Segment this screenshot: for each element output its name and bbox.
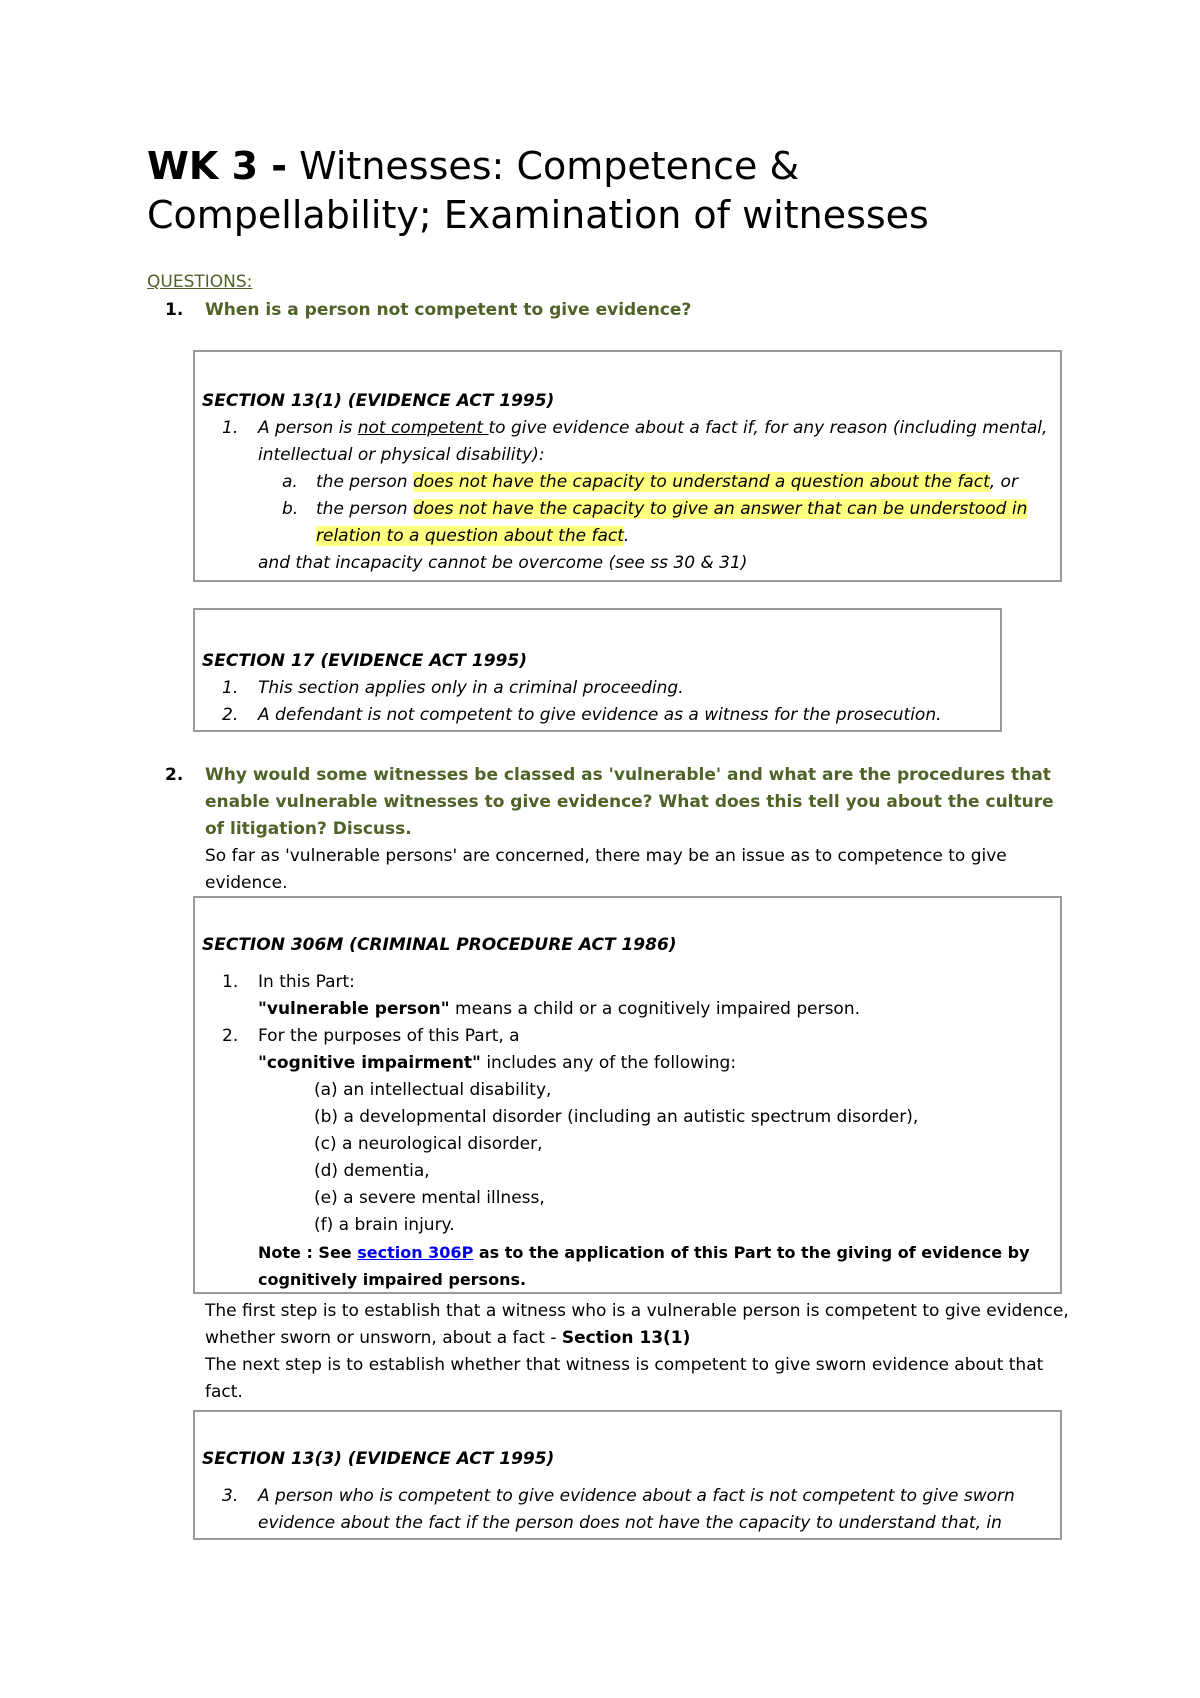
question-2-number: 2. bbox=[165, 765, 184, 785]
item-text: For the purposes of this Part, a bbox=[258, 1026, 520, 1046]
item-text: the person bbox=[316, 472, 413, 492]
item-text: A person who is competent to give evidence about a fact is not competent to give sworn evidence about the fact if the person does not have the capacity to understand that, in bbox=[258, 1486, 1015, 1533]
defined-term: "cognitive impairment" bbox=[258, 1053, 481, 1073]
sub-item: (b) a developmental disorder (including an autistic spectrum disorder), bbox=[314, 1107, 919, 1127]
section-reference: Section 13(1) bbox=[561, 1328, 691, 1348]
note bbox=[202, 1239, 1052, 1293]
definition-line bbox=[258, 1050, 1052, 1077]
highlighted-text: does not have the capacity to give an answer that can be understood in relation to a question about the fact bbox=[316, 499, 1028, 546]
list-number: 2. bbox=[222, 1026, 239, 1046]
section-13-3-heading: SECTION 13(3) (EVIDENCE ACT 1995) bbox=[202, 1449, 555, 1469]
definition-line bbox=[258, 996, 1052, 1023]
section-306p-link[interactable]: section 306P bbox=[357, 1243, 474, 1262]
item-text: A person is bbox=[258, 418, 358, 438]
page-title bbox=[147, 142, 1067, 240]
note-text: as to the application of this Part to the giving of evidence by cognitively impaired persons. bbox=[258, 1243, 1030, 1289]
list-number: 2. bbox=[222, 705, 239, 725]
sub-item: (d) dementia, bbox=[314, 1161, 430, 1181]
question-1-number: 1. bbox=[165, 300, 184, 320]
item-text: This section applies only in a criminal proceeding. bbox=[258, 678, 684, 698]
section-17-box bbox=[193, 608, 1002, 732]
item-text: to give evidence about a fact if, for any reason (including mental, intellectual or physical disability): bbox=[258, 418, 1048, 465]
not-competent-emphasis: not competent bbox=[357, 418, 489, 438]
list-letter: b. bbox=[282, 499, 299, 519]
section-13-3-box bbox=[193, 1410, 1062, 1540]
section-306m-heading: SECTION 306M (CRIMINAL PROCEDURE ACT 1986) bbox=[202, 935, 677, 955]
definition-text: includes any of the following: bbox=[480, 1053, 737, 1073]
section-17-item-1 bbox=[202, 675, 992, 702]
list-number: 1. bbox=[222, 678, 239, 698]
section-13-1-heading: SECTION 13(1) (EVIDENCE ACT 1995) bbox=[202, 391, 555, 411]
title-week-label: WK 3 - bbox=[147, 144, 288, 188]
list-number: 1. bbox=[222, 418, 239, 438]
section-306m-box bbox=[193, 896, 1062, 1294]
paragraph-text: The first step is to establish that a witness who is a vulnerable person is competent to give evidence, whether sworn or unsworn, about a fact - bbox=[205, 1301, 1069, 1348]
sub-item: (c) a neurological disorder, bbox=[314, 1134, 543, 1154]
section-17-heading: SECTION 17 (EVIDENCE ACT 1995) bbox=[202, 651, 527, 671]
section-13-1-item-b bbox=[202, 496, 1052, 550]
list-number: 1. bbox=[222, 972, 239, 992]
section-306m-item-2 bbox=[202, 1023, 1052, 1077]
first-step-paragraph bbox=[205, 1298, 1085, 1352]
section-13-1-item-a bbox=[202, 469, 1052, 496]
item-text: . bbox=[623, 526, 630, 546]
item-text: , or bbox=[989, 472, 1018, 492]
title-topic: Witnesses: Competence & Compellability; Examination of witnesses bbox=[147, 144, 929, 237]
next-step-paragraph: The next step is to establish whether that witness is competent to give sworn evidence about that fact. bbox=[205, 1355, 1044, 1402]
sub-item: (f) a brain injury. bbox=[314, 1215, 455, 1235]
question-2 bbox=[165, 762, 1065, 897]
definition-text: means a child or a cognitively impaired person. bbox=[449, 999, 861, 1019]
sub-item: (a) an intellectual disability, bbox=[314, 1080, 552, 1100]
question-2-text: Why would some witnesses be classed as 'vulnerable' and what are the procedures that enable vulnerable witnesses to give evidence? What does this tell you about the culture of litigation? Discuss. bbox=[205, 765, 1054, 839]
item-text: the person bbox=[316, 499, 413, 519]
highlighted-text: does not have the capacity to understand a question about the fact bbox=[412, 472, 990, 492]
questions-heading: QUESTIONS: bbox=[147, 272, 253, 292]
note-prefix: Note : See bbox=[258, 1243, 358, 1262]
section-13-1-box bbox=[193, 350, 1062, 582]
defined-term: "vulnerable person" bbox=[258, 999, 450, 1019]
question-2-answer: So far as 'vulnerable persons' are concerned, there may be an issue as to competence to give evidence. bbox=[205, 846, 1007, 893]
section-17-item-2 bbox=[202, 702, 992, 729]
section-13-3-item-3 bbox=[202, 1483, 1052, 1537]
section-13-1-closing: and that incapacity cannot be overcome (see ss 30 & 31) bbox=[258, 553, 748, 573]
sub-item: (e) a severe mental illness, bbox=[314, 1188, 545, 1208]
section-13-1-item-1 bbox=[202, 415, 1052, 469]
list-letter: a. bbox=[282, 472, 298, 492]
question-1-text: When is a person not competent to give evidence? bbox=[205, 300, 692, 320]
list-number: 3. bbox=[222, 1486, 239, 1506]
section-306m-item-1 bbox=[202, 969, 1052, 1023]
item-text: In this Part: bbox=[258, 972, 355, 992]
item-text: A defendant is not competent to give evidence as a witness for the prosecution. bbox=[258, 705, 942, 725]
